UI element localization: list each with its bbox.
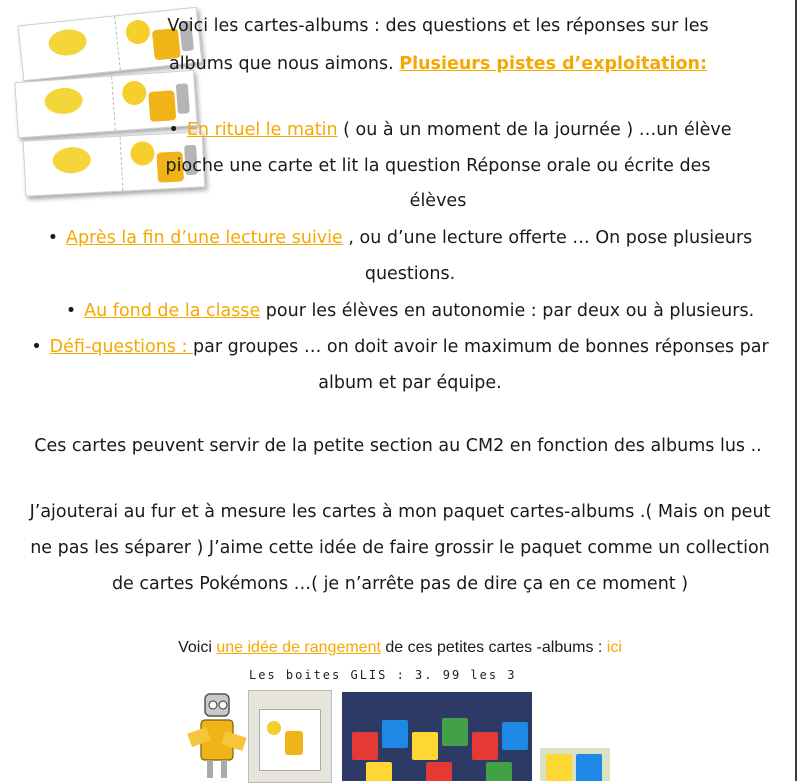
intro-line-1: Voici les cartes-albums : des questions et les réponses sur les (167, 16, 709, 36)
bullet-4-line-2: album et par équipe. (318, 373, 502, 393)
box-photo (248, 690, 332, 783)
rituel-link[interactable]: En rituel le matin (186, 120, 338, 140)
storage-prefix: Voici (178, 639, 217, 656)
bullet-text: par groupes … on doit avoir le maximum de bonnes réponses par (192, 337, 769, 357)
bullet-text: , ou d’une lecture offerte … On pose plusieurs (342, 228, 753, 248)
bullet-dot: • (65, 301, 77, 321)
paragraph-2-line-3: de cartes Pokémons …( je n’arrête pas de dire ça en ce moment ) (111, 574, 689, 594)
intro-text: albums que nous aimons. (168, 54, 400, 74)
bullet-4-line-1 (0, 329, 800, 365)
bullet-1-line-3: élèves (409, 191, 467, 211)
bullet-dot: • (168, 120, 179, 140)
lecture-suivie-link[interactable]: Après la fin d’une lecture suivie (66, 228, 343, 248)
bullet-text: ( ou à un moment de la journée ) …un élève (337, 120, 732, 140)
storage-boxes-photo (342, 692, 532, 781)
bullet-dot: • (31, 337, 42, 357)
paragraph-sections: Ces cartes peuvent servir de la petite section au CM2 en fonction des albums lus .. (34, 436, 762, 456)
bullet-2-line-1 (0, 220, 800, 256)
photo-caption: Les boites GLIS : 3. 99 les 3 (249, 668, 517, 682)
ici-link[interactable]: ici (606, 639, 622, 656)
bullet-1-line-1 (100, 112, 800, 148)
intro-line-2 (88, 46, 788, 82)
defi-questions-link[interactable]: Défi-questions : (49, 337, 193, 357)
paragraph-2-line-1: J’ajouterai au fur et à mesure les cartes à mon paquet cartes-albums .( Mais on peut (29, 502, 771, 522)
storage-line (0, 630, 800, 666)
bullet-dot: • (47, 228, 59, 248)
bullet-3-line-1 (10, 293, 800, 329)
fond-classe-link[interactable]: Au fond de la classe (84, 301, 261, 321)
bullet-2-line-2: questions. (364, 264, 456, 284)
bullet-text: pour les élèves en autonomie : par deux ou à plusieurs. (260, 301, 755, 321)
robot-illustration (185, 690, 249, 781)
storage-text: de ces petites cartes -albums : (380, 639, 607, 656)
bullet-1-line-2: pioche une carte et lit la question Réponse orale ou écrite des (165, 156, 711, 176)
exploitation-link[interactable]: Plusieurs pistes d’exploitation: (399, 54, 708, 74)
paragraph-2-line-2: ne pas les séparer ) J’aime cette idée de faire grossir le paquet comme un collection (30, 538, 770, 558)
boxes-photo-2 (540, 748, 610, 781)
rangement-link[interactable]: une idée de rangement (216, 639, 381, 656)
